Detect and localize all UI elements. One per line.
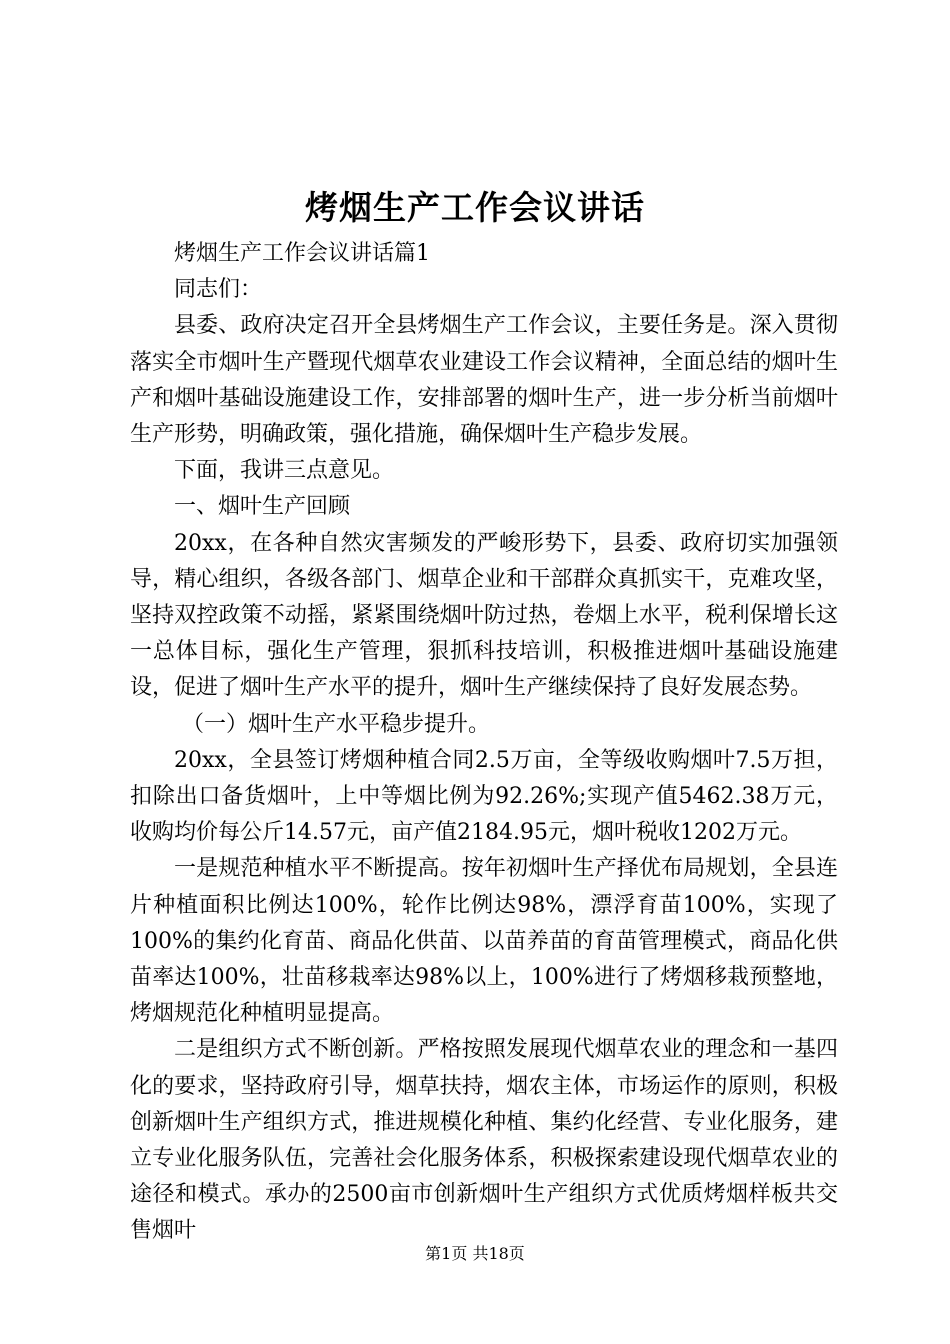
body-paragraph: 20xx，在各种自然灾害频发的严峻形势下，县委、政府切实加强领导，精心组织，各级各部门、烟草企业和干部群众真抓实干，克难攻坚，坚持双控政策不动摇，紧紧围绕烟叶防过热，卷烟上水平，税利保增长这一总体目标，强化生产管理，狠抓科技培训，积极推进烟叶基础设施建设，促进了烟叶生产水平的提升，烟叶生产继续保持了良好发展态势。 <box>130 530 838 701</box>
salutation: 同志们： <box>174 277 263 303</box>
section-heading: 烤烟生产工作会议讲话篇1 <box>174 241 430 266</box>
sub-heading: （一）烟叶生产水平稳步提升。 <box>182 711 491 737</box>
page-title: 烤烟生产工作会议讲话 <box>305 188 645 227</box>
document-body <box>130 236 838 1250</box>
chapter-heading: 一、烟叶生产回顾 <box>174 494 351 520</box>
body-paragraph: 20xx，全县签订烤烟种植合同2.5万亩，全等级收购烟叶7.5万担，扣除出口备货烟叶，上中等烟比例为92.26%;实现产值5462.38万元，收购均价每公斤14.57元，亩产值2184.95元，烟叶税收1202万元。 <box>130 747 838 846</box>
page-number: 第1页 共18页 <box>425 1244 525 1263</box>
body-paragraph: 一是规范种植水平不断提高。按年初烟叶生产择优布局规划，全县连片种植面积比例达100%，轮作比例达98%，漂浮育苗100%，实现了100%的集约化育苗、商品化供苗、以苗养苗的育苗管理模式，商品化供苗率达100%，壮苗移栽率达98%以上，100%进行了烤烟移栽预整地，烤烟规范化种植明显提高。 <box>130 856 838 1027</box>
body-paragraph: 下面，我讲三点意见。 <box>174 458 395 484</box>
body-paragraph: 县委、政府决定召开全县烤烟生产工作会议，主要任务是。深入贯彻落实全市烟叶生产暨现代烟草农业建设工作会议精神，全面总结的烟叶生产和烟叶基础设施建设工作，安排部署的烟叶生产，进一步分析当前烟叶生产形势，明确政策，强化措施，确保烟叶生产稳步发展。 <box>130 313 838 448</box>
body-paragraph: 二是组织方式不断创新。严格按照发展现代烟草农业的理念和一基四化的要求，坚持政府引导，烟草扶持，烟农主体，市场运作的原则，积极创新烟叶生产组织方式，推进规模化种植、集约化经营、专业化服务，建立专业化服务队伍，完善社会化服务体系，积极探索建设现代烟草农业的途径和模式。承办的2500亩市创新烟叶生产组织方式优质烤烟样板共交售烟叶 <box>130 1037 838 1244</box>
